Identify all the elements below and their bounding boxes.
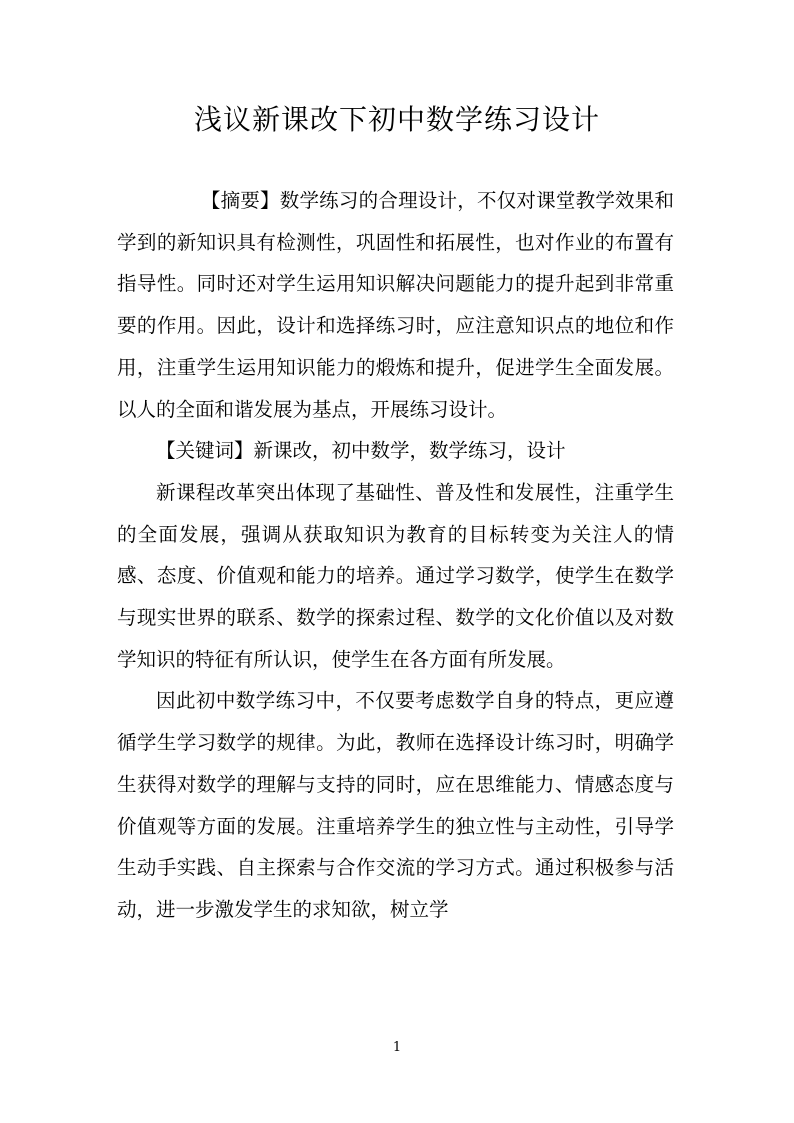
body-paragraph: 新课程改革突出体现了基础性、普及性和发展性，注重学生的全面发展，强调从获取知识为教育的目标转变为关注人的情感、态度、价值观和能力的培养。通过学习数学，使学生在数学与现实世界的联系、数学的探索过程、数学的文化价值以及对数学知识的特征有所认识，使学生在各方面有所发展。 (117, 480, 674, 671)
abstract-paragraph: 【摘要】数学练习的合理设计，不仅对课堂教学效果和学到的新知识具有检测性，巩固性和拓展性，也对作业的布置有指导性。同时还对学生运用知识解决问题能力的提升起到非常重要的作用。因此，设计和选择练习时，应注意知识点的地位和作用，注重学生运用知识能力的煅炼和提升，促进学生全面发展。以人的全面和谐发展为基点，开展练习设计。 (117, 189, 674, 421)
body-paragraph: 因此初中数学练习中，不仅要考虑数学自身的特点，更应遵循学生学习数学的规律。为此，教师在选择设计练习时，明确学生获得对数学的理解与支持的同时，应在思维能力、情感态度与价值观等方面的发展。注重培养学生的独立性与主动性，引导学生动手实践、自主探索与合作交流的学习方式。通过积极参与活动，进一步激发学生的求知欲，树立学 (117, 689, 674, 921)
document-title: 浅议新课改下初中数学练习设计 (193, 103, 600, 136)
page-number: 1 (392, 1040, 402, 1055)
document-body (117, 180, 674, 931)
keywords-paragraph: 【关键词】新课改，初中数学，数学练习，设计 (156, 439, 566, 463)
